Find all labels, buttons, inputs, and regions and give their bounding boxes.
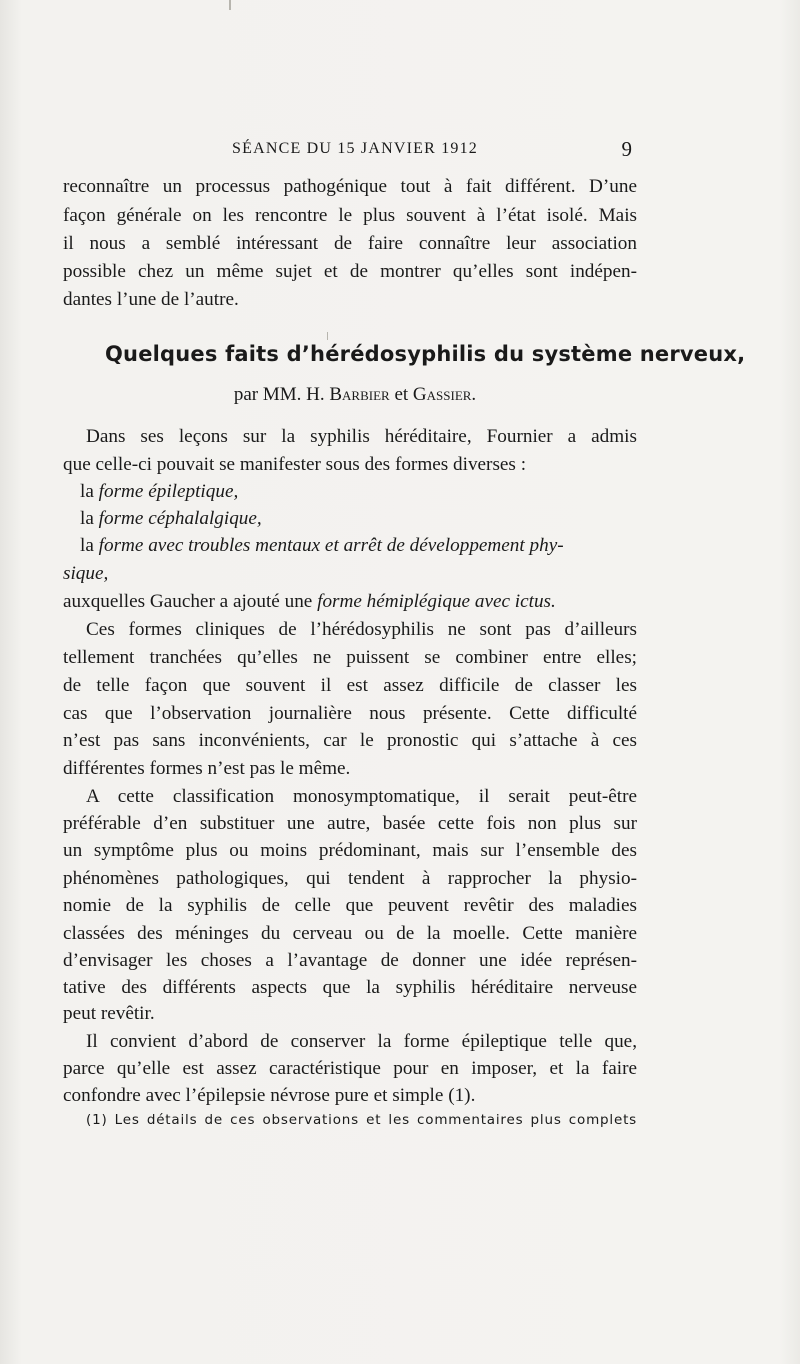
article-authors <box>190 384 520 406</box>
list-article: la <box>80 535 94 556</box>
text-line: reconnaître un processus pathogénique tout à fait différent. D’une <box>63 176 637 197</box>
text-line: d’envisager les choses a l’avantage de donner une idée représen- <box>63 950 637 971</box>
list-text: forme épileptique, <box>98 481 239 502</box>
list-item <box>80 506 637 532</box>
text-line: phénomènes pathologiques, qui tendent à rapprocher la physio- <box>63 868 637 889</box>
text-line: cas que l’observation journalière nous présente. Cette difficulté <box>63 703 637 724</box>
text-line: préférable d’en substituer une autre, basée cette fois non plus sur <box>63 813 637 834</box>
author-barbier: Barbier <box>329 384 390 405</box>
footnote: (1) Les détails de ces observations et les commentaires plus complets <box>86 1112 637 1128</box>
page-number: 9 <box>621 137 632 161</box>
text-line: classées des méninges du cerveau ou de la moelle. Cette manière <box>63 923 637 944</box>
text-line: de telle façon que souvent il est assez difficile de classer les <box>63 675 637 696</box>
text-line: dantes l’une de l’autre. <box>63 289 239 310</box>
text-line: un symptôme plus ou moins prédominant, mais sur l’ensemble des <box>63 840 637 861</box>
text-line: A cette classification monosymptomatique, il serait peut-être <box>86 786 637 807</box>
text-line <box>63 589 637 615</box>
authors-and: et <box>394 384 409 405</box>
list-article: la <box>80 481 94 502</box>
list-item <box>80 533 637 559</box>
text-line: que celle-ci pouvait se manifester sous des formes diverses : <box>63 454 527 475</box>
scan-mark <box>229 0 231 10</box>
aux-italic: forme hémiplégique avec ictus. <box>317 591 556 612</box>
text-line: il nous a semblé intéressant de faire connaître leur association <box>63 233 637 254</box>
text-line: Dans ses leçons sur la syphilis héréditaire, Fournier a admis <box>86 426 637 447</box>
article-title: Quelques faits d’hérédosyphilis du système nerveux, <box>105 342 746 366</box>
running-head: SÉANCE DU 15 JANVIER 1912 <box>232 140 478 157</box>
author-initial: H. <box>306 384 325 405</box>
author-gassier: Gassier. <box>412 384 477 405</box>
text-line: confondre avec l’épilepsie névrose pure et simple (1). <box>63 1085 476 1106</box>
text-line: n’est pas sans inconvénients, car le pronostic qui s’attache à ces <box>63 730 637 751</box>
list-item <box>80 479 637 505</box>
text-line: Il convient d’abord de conserver la forme épileptique telle que, <box>86 1031 637 1052</box>
text-line: peut revêtir. <box>63 1003 155 1024</box>
list-text: forme avec troubles mentaux et arrêt de développement phy- <box>98 535 564 556</box>
text-line: sique, <box>63 563 109 584</box>
scan-mark <box>327 332 328 340</box>
text-line: tative des différents aspects que la syphilis héréditaire nerveuse <box>63 977 637 998</box>
text-line: Ces formes cliniques de l’hérédosyphilis ne sont pas d’ailleurs <box>86 619 637 640</box>
aux-text: auxquelles Gaucher a ajouté une <box>63 591 313 612</box>
page-header <box>232 137 632 164</box>
list-article: la <box>80 508 94 529</box>
authors-by: par MM. <box>233 384 302 405</box>
text-line: possible chez un même sujet et de montrer qu’elles sont indépen- <box>63 261 637 282</box>
text-line: différentes formes n’est pas le même. <box>63 758 351 779</box>
text-line: façon générale on les rencontre le plus souvent à l’état isolé. Mais <box>63 205 637 226</box>
text-line: parce qu’elle est assez caractéristique pour en imposer, et la faire <box>63 1058 637 1079</box>
text-line: tellement tranchées qu’elles ne puissent se combiner entre elles; <box>63 647 637 668</box>
text-line: nomie de la syphilis de celle que peuvent revêtir des maladies <box>63 895 637 916</box>
list-text: forme céphalalgique, <box>98 508 262 529</box>
